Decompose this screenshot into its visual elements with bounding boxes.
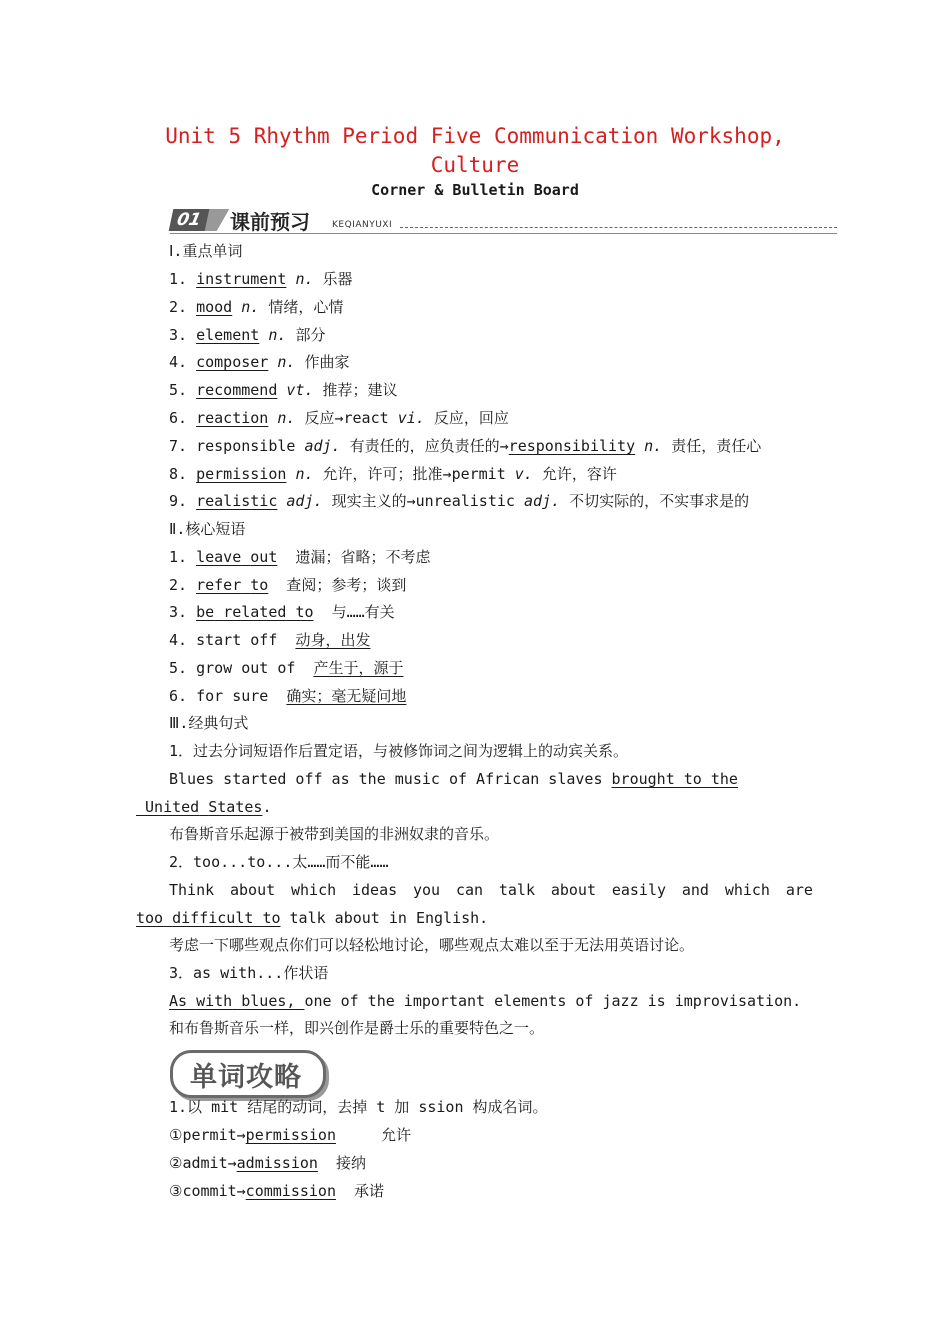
list-item — [169, 686, 406, 706]
meaning-text: 承诺 — [354, 1182, 385, 1200]
part-of-speech: n. — [295, 270, 314, 288]
answer-text: related — [223, 603, 287, 621]
item-marker: ① — [169, 1126, 183, 1144]
item-marker: ③ — [169, 1182, 183, 1200]
answer-text: leave — [196, 548, 242, 566]
item-number: 7. — [169, 437, 188, 455]
answer-text: permission — [196, 465, 287, 483]
verb-text: admit→ — [182, 1154, 237, 1172]
part-of-speech: vi. — [397, 409, 425, 427]
list-item — [169, 297, 343, 317]
answer-text: blues, — [241, 992, 296, 1010]
answer-text: be — [196, 603, 215, 621]
word: about — [230, 881, 276, 899]
dashed-divider — [400, 227, 837, 228]
item-number: 5. — [169, 659, 188, 677]
word: easily — [611, 881, 667, 899]
meaning-text: 允许 — [381, 1126, 412, 1144]
list-item — [169, 658, 404, 678]
meaning-text: 乐器 — [322, 270, 353, 288]
meaning-text: 作曲家 — [304, 353, 350, 371]
sentence-chinese: 布鲁斯音乐起源于被带到美国的非洲奴隶的音乐。 — [169, 825, 500, 843]
part-of-speech: n. — [268, 326, 287, 344]
answer-text: brought — [611, 770, 675, 788]
sentence-chinese: 和布鲁斯音乐一样，即兴创作是爵士乐的重要特色之一。 — [169, 1019, 545, 1037]
sentence-rule: 1．过去分词短语作后置定语，与被修饰词之间为逻辑上的动宾关系。 — [169, 742, 629, 760]
verb-text: commit→ — [182, 1182, 246, 1200]
answer-text: recommend — [196, 381, 278, 399]
punctuation: . — [262, 798, 272, 816]
page-title: Unit 5 Rhythm Period Five Communication Workshop, — [165, 124, 785, 148]
answer-text: 确实；毫无疑问地 — [286, 687, 407, 705]
part-of-speech: adj. — [523, 492, 561, 510]
answer-text: reaction — [196, 409, 269, 427]
list-item — [169, 380, 398, 400]
answer-text: to — [295, 603, 314, 621]
meaning-text: 情绪，心情 — [268, 298, 344, 316]
meaning-text: 查阅；参考；谈到 — [286, 576, 407, 594]
part-of-speech: adj. — [304, 437, 341, 455]
part-of-speech: n. — [241, 298, 260, 316]
word: you — [413, 881, 441, 899]
strategy-intro: 1.以 mit 结尾的动词，去掉 t 加 ssion 构成名词。 — [169, 1098, 548, 1116]
part-of-speech: n. — [277, 409, 296, 427]
meaning-text: 责任，责任心 — [671, 437, 762, 455]
word: which — [724, 881, 770, 899]
answer-text: composer — [196, 353, 269, 371]
meaning-text: 反应，回应 — [433, 409, 509, 427]
item-number: 2. — [169, 576, 188, 594]
section-underline — [170, 233, 837, 234]
answer-text: to — [250, 576, 269, 594]
item-number: 4. — [169, 631, 188, 649]
answer-text: commission — [245, 1182, 336, 1200]
meaning-text: 不切实际的，不实事求是的 — [569, 492, 750, 510]
word-text: responsible — [196, 437, 296, 455]
list-item — [169, 269, 353, 289]
list-item — [169, 436, 761, 456]
list-item — [169, 408, 509, 428]
meaning-text: 部分 — [295, 326, 326, 344]
sentence-english — [169, 880, 813, 900]
word: about — [550, 881, 596, 899]
list-item — [169, 547, 430, 567]
verb-text: permit→ — [182, 1126, 246, 1144]
answer-text: responsibility — [508, 437, 636, 455]
answer-text: out — [250, 548, 278, 566]
sentence-english — [169, 769, 738, 789]
section-pinyin: KEQIANYUXI — [332, 220, 393, 230]
item-number: 5. — [169, 381, 188, 399]
item-number: 1. — [169, 548, 188, 566]
list-item — [169, 352, 349, 372]
section-number-badge: 01 — [169, 209, 210, 231]
part-of-speech: adj. — [286, 492, 323, 510]
list-item — [169, 1181, 384, 1201]
answer-text: mood — [196, 298, 233, 316]
part1-heading: Ⅰ.重点单词 — [169, 242, 243, 260]
sentence-chinese: 考虑一下哪些观点你们可以轻松地讨论，哪些观点太难以至于无法用英语讨论。 — [169, 936, 695, 954]
item-number: 9. — [169, 492, 188, 510]
answer-text: difficult — [172, 909, 254, 927]
meaning-text: 允许，容许 — [541, 465, 617, 483]
answer-text: the — [710, 770, 738, 788]
item-number: 6. — [169, 687, 188, 705]
answer-text: States — [208, 798, 263, 816]
part-of-speech: n. — [295, 465, 314, 483]
item-number: 6. — [169, 409, 188, 427]
sentence-text: Blues started off as the music of African slaves — [169, 770, 603, 788]
list-item — [169, 325, 325, 345]
list-item — [169, 491, 749, 511]
answer-text: too — [136, 909, 164, 927]
meaning-text: 遗漏；省略；不考虑 — [295, 548, 431, 566]
list-item — [169, 630, 370, 650]
list-item — [169, 575, 406, 595]
answer-text: admission — [236, 1154, 318, 1172]
strategy-banner-label: 单词攻略 — [190, 1062, 302, 1093]
phrase-text: grow out of — [196, 659, 296, 677]
sentence-english — [169, 991, 801, 1011]
meaning-text: 允许，许可；批准→permit — [322, 465, 506, 483]
sentence-rule: 3．as with...作状语 — [169, 964, 329, 982]
part-of-speech: n. — [644, 437, 663, 455]
word: are — [785, 881, 813, 899]
page-title-line2: Culture — [430, 153, 520, 177]
list-item — [169, 1125, 411, 1145]
answer-text: 动身，出发 — [295, 631, 371, 649]
word: talk — [498, 881, 535, 899]
phrase-text: for sure — [196, 687, 269, 705]
word: ideas — [352, 881, 398, 899]
answer-text: As — [169, 992, 188, 1010]
answer-text: realistic — [196, 492, 278, 510]
phrase-text: start off — [196, 631, 278, 649]
meaning-text: 推荐；建议 — [322, 381, 398, 399]
list-item — [169, 602, 395, 622]
list-item — [169, 1153, 366, 1173]
sentence-english-cont — [136, 797, 271, 817]
part-of-speech: vt. — [286, 381, 314, 399]
sentence-text: one of the important elements of jazz is improvisation. — [304, 992, 802, 1010]
sentence-rule: 2．too...to...太……而不能…… — [169, 853, 389, 871]
word: and — [681, 881, 709, 899]
item-number: 2. — [169, 298, 188, 316]
word: Think — [169, 881, 215, 899]
meaning-text: 接纳 — [335, 1154, 366, 1172]
item-number: 8. — [169, 465, 188, 483]
item-number: 1. — [169, 270, 188, 288]
section-title: 课前预习 — [230, 210, 310, 234]
answer-text: with — [196, 992, 233, 1010]
meaning-text: 有责任的，应负责任的→ — [349, 437, 509, 455]
meaning-text: 反应→react — [304, 409, 389, 427]
answer-text: instrument — [196, 270, 287, 288]
answer-text: refer — [196, 576, 242, 594]
page-subtitle: Corner & Bulletin Board — [371, 181, 579, 199]
answer-text: United — [145, 798, 200, 816]
sentence-english-cont — [136, 908, 488, 928]
item-number: 3. — [169, 326, 188, 344]
word: can — [455, 881, 484, 899]
item-number: 3. — [169, 603, 188, 621]
item-number: 4. — [169, 353, 188, 371]
answer-text: permission — [245, 1126, 336, 1144]
answer-text: element — [196, 326, 260, 344]
word: which — [291, 881, 337, 899]
meaning-text: 现实主义的→unrealistic — [331, 492, 515, 510]
answer-text: to — [683, 770, 702, 788]
part-of-speech: n. — [277, 353, 296, 371]
part-of-speech: v. — [514, 465, 533, 483]
answer-text: to — [262, 909, 281, 927]
answer-text: 产生于，源于 — [313, 659, 404, 677]
part3-heading: Ⅲ.经典句式 — [169, 714, 249, 732]
meaning-text: 与……有关 — [331, 603, 395, 621]
part2-heading: Ⅱ.核心短语 — [169, 520, 246, 538]
sentence-text: talk about in English. — [289, 909, 489, 927]
list-item — [169, 464, 617, 484]
item-marker: ② — [169, 1154, 183, 1172]
